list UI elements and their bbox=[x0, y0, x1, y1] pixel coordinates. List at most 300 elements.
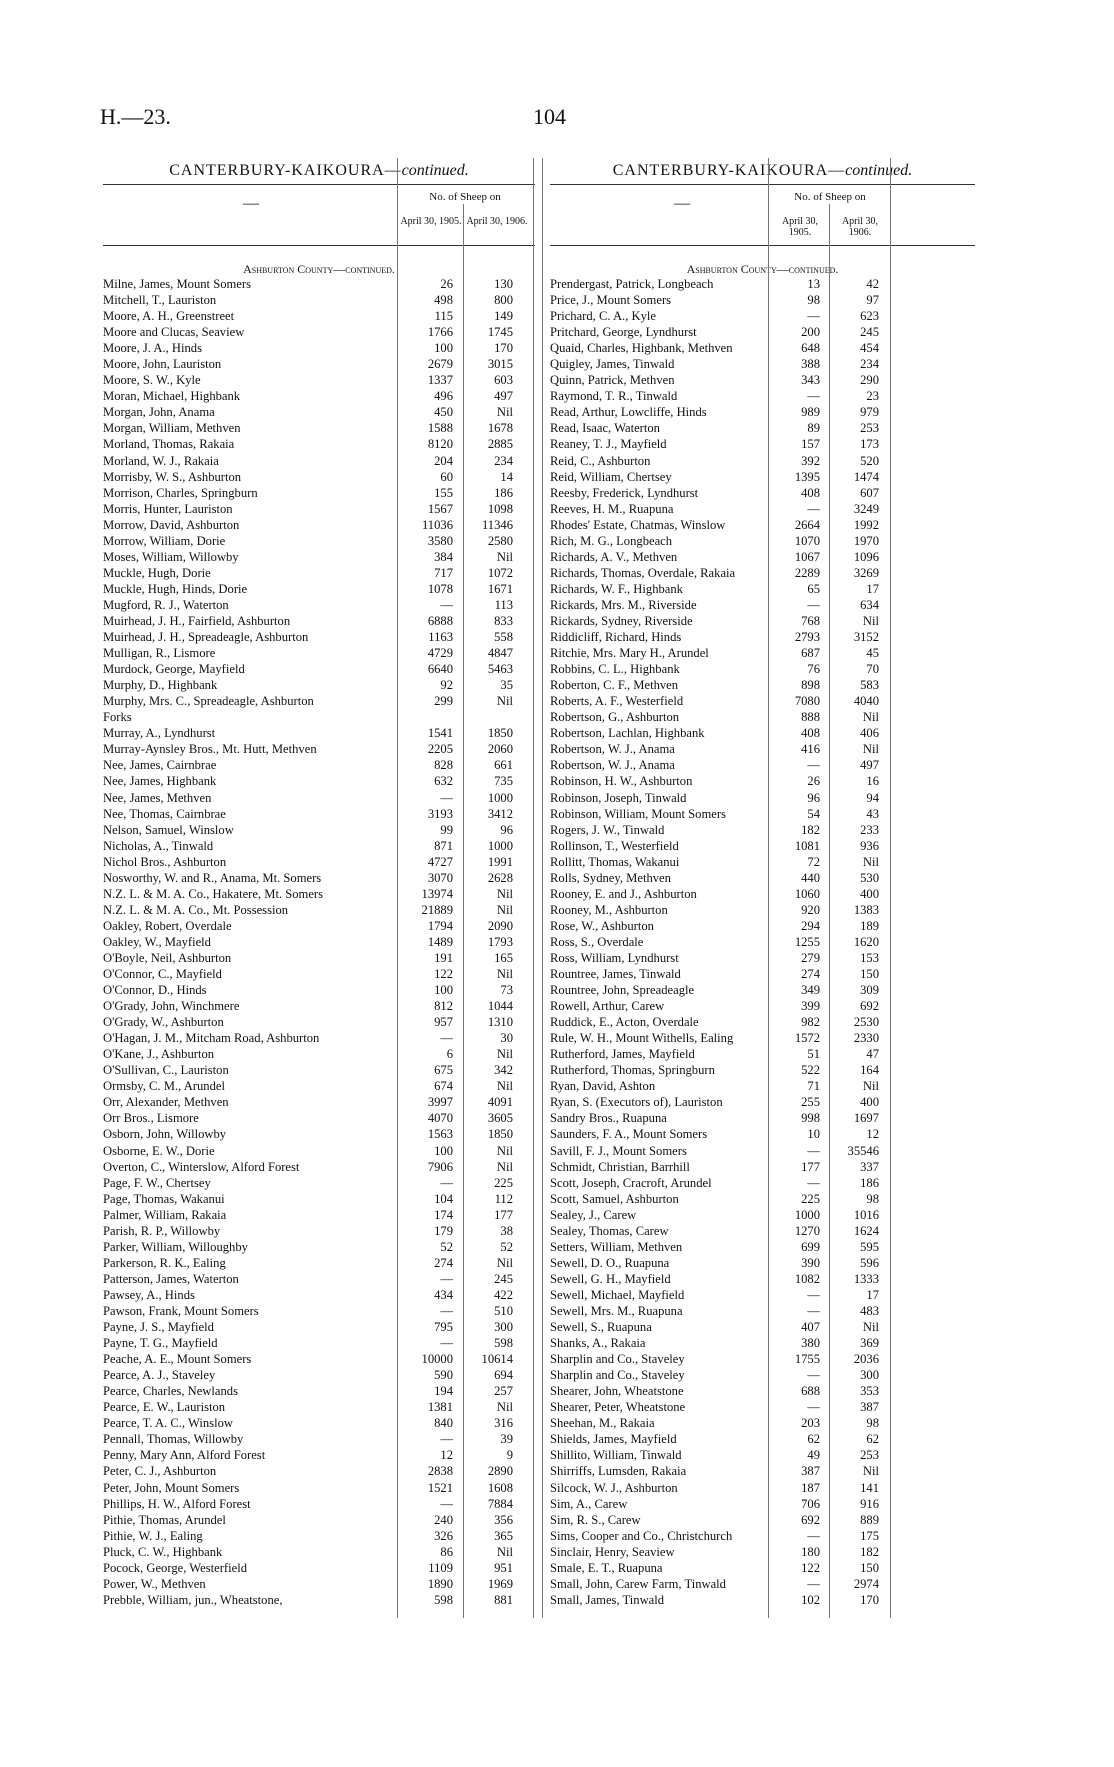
sheep-1906: 62 bbox=[866, 1432, 879, 1447]
owner-name: Sinclair, Henry, Seaview bbox=[550, 1544, 675, 1559]
sheep-1906: 1044 bbox=[487, 999, 513, 1014]
sheep-1906: 98 bbox=[866, 1191, 879, 1206]
table-row bbox=[103, 308, 535, 324]
owner-name: Morrow, William, Dorie bbox=[103, 533, 226, 548]
owner-name: Sims, Cooper and Co., Christchurch bbox=[550, 1528, 733, 1543]
owner-name: Payne, T. G., Mayfield bbox=[103, 1336, 218, 1351]
owner-name: Rickards, Mrs. M., Riverside bbox=[550, 597, 697, 612]
sheep-1906: 583 bbox=[860, 678, 879, 693]
sheep-1906: 1016 bbox=[853, 1207, 879, 1222]
sheep-1906: 153 bbox=[860, 950, 879, 965]
sheep-1905: 1567 bbox=[427, 501, 453, 516]
sheep-1905: 392 bbox=[801, 453, 820, 468]
table-row bbox=[103, 886, 535, 902]
sheep-1906: 175 bbox=[860, 1528, 879, 1543]
table-row bbox=[550, 356, 975, 372]
sheep-1906: 39 bbox=[500, 1432, 513, 1447]
column-title: CANTERBURY-KAIKOURA—continued. bbox=[169, 162, 469, 179]
sheep-1905: 343 bbox=[801, 373, 820, 388]
table-row bbox=[103, 597, 535, 613]
sheep-1906: 149 bbox=[494, 309, 513, 324]
sheep-1905: 6640 bbox=[427, 662, 453, 677]
owner-name: Pearce, Charles, Newlands bbox=[103, 1384, 238, 1399]
table-row bbox=[550, 308, 975, 324]
table-row bbox=[103, 1351, 535, 1367]
owner-name: Morris, Hunter, Lauriston bbox=[103, 501, 233, 516]
table-row bbox=[103, 356, 535, 372]
sheep-1905: 1766 bbox=[427, 325, 453, 340]
sheep-1905: 6 bbox=[446, 1047, 453, 1062]
sheep-1906: 5463 bbox=[487, 662, 513, 677]
sheep-1905: 795 bbox=[434, 1320, 453, 1335]
owner-name: Morgan, William, Methven bbox=[103, 421, 241, 436]
sheep-1906: Nil bbox=[862, 742, 879, 757]
sheep-1905: 3580 bbox=[427, 533, 453, 548]
owner-name: Murdock, George, Mayfield bbox=[103, 662, 245, 677]
sheep-1906: 454 bbox=[860, 341, 879, 356]
sheep-1905: — bbox=[807, 1528, 820, 1543]
sheep-1906: 353 bbox=[860, 1384, 879, 1399]
owner-name: Raymond, T. R., Tinwald bbox=[550, 389, 678, 404]
table-row bbox=[550, 1255, 975, 1271]
owner-name: Richards, Thomas, Overdale, Rakaia bbox=[550, 565, 736, 580]
owner-name: Small, James, Tinwald bbox=[550, 1592, 665, 1607]
table-row bbox=[550, 1271, 975, 1287]
table-row bbox=[550, 950, 975, 966]
sheep-1905: 1082 bbox=[794, 1271, 820, 1286]
sheep-1905: 10000 bbox=[421, 1352, 453, 1367]
sheep-1906: 43 bbox=[866, 806, 879, 821]
header-col-1905: April 30, 1905. bbox=[400, 216, 462, 227]
sheep-1906: 14 bbox=[500, 469, 513, 484]
sheep-1905: 8120 bbox=[427, 437, 453, 452]
sheep-1905: 1070 bbox=[794, 533, 820, 548]
sheep-1906: 17 bbox=[866, 581, 879, 596]
owner-name: Richards, A. V., Methven bbox=[550, 549, 678, 564]
owner-name: Ruddick, E., Acton, Overdale bbox=[550, 1015, 699, 1030]
owner-name: Rooney, E. and J., Ashburton bbox=[550, 886, 697, 901]
owner-name: Nee, James, Cairnbrae bbox=[103, 758, 217, 773]
table-header bbox=[103, 184, 535, 246]
sheep-1906: 889 bbox=[860, 1512, 879, 1527]
owner-name: Ross, William, Lyndhurst bbox=[550, 950, 679, 965]
sheep-1906: Nil bbox=[496, 886, 513, 901]
owner-name: Muirhead, J. H., Fairfield, Ashburton bbox=[103, 613, 291, 628]
owner-name: Page, F. W., Chertsey bbox=[103, 1175, 211, 1190]
sheep-1906: 35546 bbox=[847, 1143, 879, 1158]
sheep-1906: 23 bbox=[866, 389, 879, 404]
table-row bbox=[103, 870, 535, 886]
table-row bbox=[103, 517, 535, 533]
sheep-1905: — bbox=[807, 1576, 820, 1591]
sheep-1905: 1395 bbox=[794, 469, 820, 484]
sheep-1906: 316 bbox=[494, 1416, 513, 1431]
sheep-1906: 1793 bbox=[487, 934, 513, 949]
sheep-1906: Nil bbox=[862, 710, 879, 725]
table-row bbox=[550, 1496, 975, 1512]
owner-name: Nelson, Samuel, Winslow bbox=[103, 822, 234, 837]
table-row bbox=[103, 854, 535, 870]
sheep-1906: 2885 bbox=[487, 437, 513, 452]
owner-name: Rooney, M., Ashburton bbox=[550, 902, 668, 917]
owner-name: O'Boyle, Neil, Ashburton bbox=[103, 950, 232, 965]
owner-name: Shearer, John, Wheatstone bbox=[550, 1384, 684, 1399]
sheep-1905: 279 bbox=[801, 950, 820, 965]
table-row bbox=[103, 549, 535, 565]
owner-name: Rolls, Sydney, Methven bbox=[550, 870, 671, 885]
table-row bbox=[550, 1287, 975, 1303]
owner-name: Ryan, S. (Executors of), Lauriston bbox=[550, 1095, 723, 1110]
header-group: No. of Sheep on bbox=[429, 191, 501, 203]
owner-name: Robinson, Joseph, Tinwald bbox=[550, 790, 687, 805]
sheep-1906: 1850 bbox=[487, 1127, 513, 1142]
owner-name: Murphy, D., Highbank bbox=[103, 678, 218, 693]
sheep-1905: — bbox=[807, 501, 820, 516]
table-row bbox=[550, 725, 975, 741]
sheep-1906: 94 bbox=[866, 790, 879, 805]
sheep-1906: Nil bbox=[496, 1159, 513, 1174]
owner-name: Rollitt, Thomas, Wakanui bbox=[550, 854, 680, 869]
table-row bbox=[550, 1560, 975, 1576]
sheep-1905: 99 bbox=[440, 822, 453, 837]
table-row bbox=[550, 404, 975, 420]
table-body bbox=[103, 276, 535, 1608]
sheep-1906: 342 bbox=[494, 1063, 513, 1078]
table-row bbox=[103, 581, 535, 597]
sheep-1905: 871 bbox=[434, 838, 453, 853]
sheep-1906: 189 bbox=[860, 918, 879, 933]
sheep-1906: 1970 bbox=[853, 533, 879, 548]
owner-name: Sealey, Thomas, Carew bbox=[550, 1223, 669, 1238]
sheep-1905: 812 bbox=[434, 999, 453, 1014]
owner-name: Rutherford, James, Mayfield bbox=[550, 1047, 695, 1062]
sheep-1906: 3412 bbox=[487, 806, 513, 821]
owner-name: O'Grady, John, Winchmere bbox=[103, 999, 240, 1014]
section-heading: Ashburton County—continued. bbox=[686, 262, 839, 276]
table-row bbox=[103, 1062, 535, 1078]
sheep-1905: 717 bbox=[434, 565, 453, 580]
owner-name: Rowell, Arthur, Carew bbox=[550, 999, 665, 1014]
owner-name: Pluck, C. W., Highbank bbox=[103, 1544, 223, 1559]
table-row bbox=[550, 645, 975, 661]
sheep-1905: 76 bbox=[807, 662, 820, 677]
sheep-1905: 13 bbox=[807, 277, 820, 291]
table-row bbox=[103, 1335, 535, 1351]
sheep-1906: 96 bbox=[500, 822, 513, 837]
owner-name: Ritchie, Mrs. Mary H., Arundel bbox=[550, 646, 709, 661]
table-row bbox=[550, 677, 975, 693]
owner-name: O'Hagan, J. M., Mitcham Road, Ashburton bbox=[103, 1031, 320, 1046]
sheep-1906: 603 bbox=[494, 373, 513, 388]
owner-name: Shanks, A., Rakaia bbox=[550, 1336, 646, 1351]
sheep-1906: 595 bbox=[860, 1239, 879, 1254]
sheep-1905: 92 bbox=[440, 678, 453, 693]
sheep-1905: 692 bbox=[801, 1512, 820, 1527]
sheep-1906: 530 bbox=[860, 870, 879, 885]
table-row bbox=[550, 1239, 975, 1255]
owner-name: Sheehan, M., Rakaia bbox=[550, 1416, 655, 1431]
owner-name: N.Z. L. & M. A. Co., Hakatere, Mt. Somers bbox=[103, 886, 324, 901]
table-row bbox=[550, 1431, 975, 1447]
owner-name: Parkerson, R. K., Ealing bbox=[103, 1255, 226, 1270]
sheep-1906: 1333 bbox=[853, 1271, 879, 1286]
owner-name: Robinson, William, Mount Somers bbox=[550, 806, 726, 821]
table-row bbox=[103, 757, 535, 773]
owner-name: Orr Bros., Lismore bbox=[103, 1111, 199, 1126]
sheep-1905: 522 bbox=[801, 1063, 820, 1078]
table-row bbox=[103, 420, 535, 436]
table-row bbox=[550, 918, 975, 934]
sheep-1905: 699 bbox=[801, 1239, 820, 1254]
sheep-1905: 11036 bbox=[421, 517, 453, 532]
owner-name: Overton, C., Winterslow, Alford Forest bbox=[103, 1159, 300, 1174]
sheep-1905: — bbox=[807, 1400, 820, 1415]
owner-name: Sandry Bros., Ruapuna bbox=[550, 1111, 667, 1126]
table-row bbox=[550, 741, 975, 757]
sheep-1905: 399 bbox=[801, 999, 820, 1014]
owner-name: Reaney, T. J., Mayfield bbox=[550, 437, 667, 452]
sheep-1906: 1678 bbox=[487, 421, 513, 436]
table-row bbox=[550, 613, 975, 629]
owner-name: Moore and Clucas, Seaview bbox=[103, 325, 245, 340]
sheep-1906: 130 bbox=[494, 277, 513, 291]
table-row bbox=[550, 822, 975, 838]
table-row bbox=[103, 533, 535, 549]
table-row bbox=[103, 838, 535, 854]
sheep-1906: 2330 bbox=[853, 1031, 879, 1046]
owner-name: Rhodes' Estate, Chatmas, Winslow bbox=[550, 517, 726, 532]
table-row bbox=[103, 822, 535, 838]
sheep-1905: 408 bbox=[801, 726, 820, 741]
sheep-1905: 434 bbox=[434, 1287, 453, 1302]
owner-name: Moore, A. H., Greenstreet bbox=[103, 309, 235, 324]
owner-name: Pawsey, A., Hinds bbox=[103, 1287, 195, 1302]
table-row bbox=[550, 661, 975, 677]
table-row bbox=[103, 340, 535, 356]
table-row bbox=[550, 790, 975, 806]
owner-name: Pritchard, George, Lyndhurst bbox=[550, 325, 697, 340]
sheep-1906: 694 bbox=[494, 1368, 513, 1383]
table-row bbox=[550, 870, 975, 886]
sheep-1906: 3269 bbox=[853, 565, 879, 580]
owner-name: Moses, William, Willowby bbox=[103, 549, 239, 564]
sheep-1905: 102 bbox=[801, 1592, 820, 1607]
table-row bbox=[103, 1239, 535, 1255]
sheep-1906: 951 bbox=[494, 1560, 513, 1575]
sheep-1906: 596 bbox=[860, 1255, 879, 1270]
sheep-1906: 150 bbox=[860, 1560, 879, 1575]
sheep-1905: 2205 bbox=[427, 742, 453, 757]
sheep-1906: 4040 bbox=[853, 694, 879, 709]
sheep-1906: 558 bbox=[494, 630, 513, 645]
sheep-1905: 688 bbox=[801, 1384, 820, 1399]
owner-name: Rollinson, T., Westerfield bbox=[550, 838, 679, 853]
table-header bbox=[550, 184, 975, 246]
owner-name: Morrison, Charles, Springburn bbox=[103, 485, 258, 500]
table-row bbox=[550, 1159, 975, 1175]
sheep-1906: 17 bbox=[866, 1287, 879, 1302]
sheep-1906: 35 bbox=[500, 678, 513, 693]
table-row bbox=[550, 1062, 975, 1078]
table-row bbox=[103, 485, 535, 501]
owner-name: Page, Thomas, Wakanui bbox=[103, 1191, 225, 1206]
table-row bbox=[103, 404, 535, 420]
sheep-1905: 71 bbox=[807, 1079, 820, 1094]
owner-name: Osborn, John, Willowby bbox=[103, 1127, 227, 1142]
table-row bbox=[550, 1512, 975, 1528]
table-row bbox=[550, 1303, 975, 1319]
sheep-1906: Nil bbox=[496, 694, 513, 709]
owner-name: Orr, Alexander, Methven bbox=[103, 1095, 229, 1110]
header-col-1905: April 30, 1905. bbox=[781, 216, 819, 238]
sheep-1906: 141 bbox=[860, 1480, 879, 1495]
table-row bbox=[103, 565, 535, 581]
table-row bbox=[550, 436, 975, 452]
sheep-1906: 520 bbox=[860, 453, 879, 468]
sheep-1906: Nil bbox=[496, 1400, 513, 1415]
owner-name: Shillito, William, Tinwald bbox=[550, 1448, 682, 1463]
sheep-1906: 1624 bbox=[853, 1223, 879, 1238]
sheep-1905: 255 bbox=[801, 1095, 820, 1110]
sheep-1906: 113 bbox=[494, 597, 513, 612]
owner-name: Nee, James, Highbank bbox=[103, 774, 217, 789]
owner-name: Shields, James, Mayfield bbox=[550, 1432, 677, 1447]
owner-name: Robinson, H. W., Ashburton bbox=[550, 774, 693, 789]
owner-name: Read, Isaac, Waterton bbox=[550, 421, 660, 436]
table-row bbox=[103, 613, 535, 629]
owner-name: Saunders, F. A., Mount Somers bbox=[550, 1127, 708, 1142]
sheep-1906: 234 bbox=[860, 357, 879, 372]
sheep-1905: 187 bbox=[801, 1480, 820, 1495]
sheep-1906: 182 bbox=[860, 1544, 879, 1559]
sheep-1906: Nil bbox=[862, 1464, 879, 1479]
sheep-1906: Nil bbox=[862, 1320, 879, 1335]
sheep-1906: 497 bbox=[494, 389, 513, 404]
table-row bbox=[103, 902, 535, 918]
sheep-1905: 2289 bbox=[794, 565, 820, 580]
sheep-1906: 7884 bbox=[487, 1496, 513, 1511]
table-row bbox=[103, 1496, 535, 1512]
sheep-1906: 735 bbox=[494, 774, 513, 789]
sheep-1906: 1608 bbox=[487, 1480, 513, 1495]
sheep-1905: 4729 bbox=[427, 646, 453, 661]
sheep-1905: 408 bbox=[801, 485, 820, 500]
table-row bbox=[550, 1319, 975, 1335]
owner-name: Rogers, J. W., Tinwald bbox=[550, 822, 665, 837]
owner-name: Pearce, T. A. C., Winslow bbox=[103, 1416, 233, 1431]
owner-name: Reeves, H. M., Ruapuna bbox=[550, 501, 674, 516]
sheep-1906: 916 bbox=[860, 1496, 879, 1511]
table-row bbox=[103, 1175, 535, 1191]
table-row bbox=[103, 1592, 535, 1608]
table-row bbox=[103, 693, 535, 709]
sheep-1905: 450 bbox=[434, 405, 453, 420]
table-row bbox=[550, 1030, 975, 1046]
owner-name: Rich, M. G., Longbeach bbox=[550, 533, 673, 548]
owner-name: Roberts, A. F., Westerfield bbox=[550, 694, 684, 709]
owner-name: Ryan, David, Ashton bbox=[550, 1079, 656, 1094]
table-row bbox=[103, 1191, 535, 1207]
owner-name: Nosworthy, W. and R., Anama, Mt. Somers bbox=[103, 870, 322, 885]
sheep-1906: 979 bbox=[860, 405, 879, 420]
sheep-1905: 349 bbox=[801, 983, 820, 998]
table-row bbox=[550, 693, 975, 709]
owner-name: Parker, William, Willoughby bbox=[103, 1239, 248, 1254]
sheep-1906: 881 bbox=[494, 1592, 513, 1607]
table-row bbox=[550, 838, 975, 854]
owner-name: Prebble, William, jun., Wheatstone, bbox=[103, 1592, 283, 1607]
owner-name: Savill, F. J., Mount Somers bbox=[550, 1143, 687, 1158]
owner-name: Pocock, George, Westerfield bbox=[103, 1560, 248, 1575]
sheep-1905: 388 bbox=[801, 357, 820, 372]
sheep-1905: 26 bbox=[440, 277, 453, 291]
table-row bbox=[103, 372, 535, 388]
table-row bbox=[103, 661, 535, 677]
sheep-1906: 1096 bbox=[853, 549, 879, 564]
sheep-1905: 4070 bbox=[427, 1111, 453, 1126]
table-row bbox=[103, 645, 535, 661]
sheep-1906: Nil bbox=[496, 405, 513, 420]
sheep-1905: 898 bbox=[801, 678, 820, 693]
owner-name: Sim, A., Carew bbox=[550, 1496, 628, 1511]
table-row bbox=[550, 485, 975, 501]
table-row bbox=[103, 501, 535, 517]
sheep-1906: 1098 bbox=[487, 501, 513, 516]
owner-name: Moore, S. W., Kyle bbox=[103, 373, 201, 388]
sheep-1905: 768 bbox=[801, 613, 820, 628]
sheep-1906: 245 bbox=[860, 325, 879, 340]
sheep-1905: 888 bbox=[801, 710, 820, 725]
sheep-1905: 299 bbox=[434, 694, 453, 709]
table-row bbox=[103, 1431, 535, 1447]
table-row bbox=[550, 1576, 975, 1592]
sheep-1905: 182 bbox=[801, 822, 820, 837]
sheep-1906: 173 bbox=[860, 437, 879, 452]
sheep-1906: 300 bbox=[860, 1368, 879, 1383]
owner-name: Moore, J. A., Hinds bbox=[103, 341, 203, 356]
table-row bbox=[103, 1399, 535, 1415]
owner-name: Shirriffs, Lumsden, Rakaia bbox=[550, 1464, 687, 1479]
sheep-1906: Nil bbox=[496, 902, 513, 917]
sheep-1906: 3015 bbox=[487, 357, 513, 372]
table-row bbox=[550, 1094, 975, 1110]
owner-name: Sealey, J., Carew bbox=[550, 1207, 637, 1222]
sheep-1905: 687 bbox=[801, 646, 820, 661]
table-row bbox=[550, 886, 975, 902]
owner-name: Muckle, Hugh, Hinds, Dorie bbox=[103, 581, 248, 596]
table-row bbox=[550, 1399, 975, 1415]
table-row bbox=[103, 1078, 535, 1094]
sheep-1905: — bbox=[807, 309, 820, 324]
sheep-1905: 96 bbox=[807, 790, 820, 805]
sheep-1906: 4091 bbox=[487, 1095, 513, 1110]
table-row bbox=[550, 1191, 975, 1207]
sheep-1906: 177 bbox=[494, 1207, 513, 1222]
sheep-1906: 400 bbox=[860, 1095, 879, 1110]
owner-name: Phillips, H. W., Alford Forest bbox=[103, 1496, 251, 1511]
owner-name: Palmer, William, Rakaia bbox=[103, 1207, 227, 1222]
sheep-1906: 1969 bbox=[487, 1576, 513, 1591]
owner-name: Milne, James, Mount Somers bbox=[103, 277, 251, 291]
sheep-1905: 1381 bbox=[427, 1400, 453, 1415]
sheep-1905: 51 bbox=[807, 1047, 820, 1062]
table-row bbox=[550, 757, 975, 773]
sheep-1906: Nil bbox=[496, 1255, 513, 1270]
sheep-1906: 3152 bbox=[853, 630, 879, 645]
sheep-1906: 45 bbox=[866, 646, 879, 661]
sheep-1906: 73 bbox=[500, 983, 513, 998]
sheep-1906: 38 bbox=[500, 1223, 513, 1238]
